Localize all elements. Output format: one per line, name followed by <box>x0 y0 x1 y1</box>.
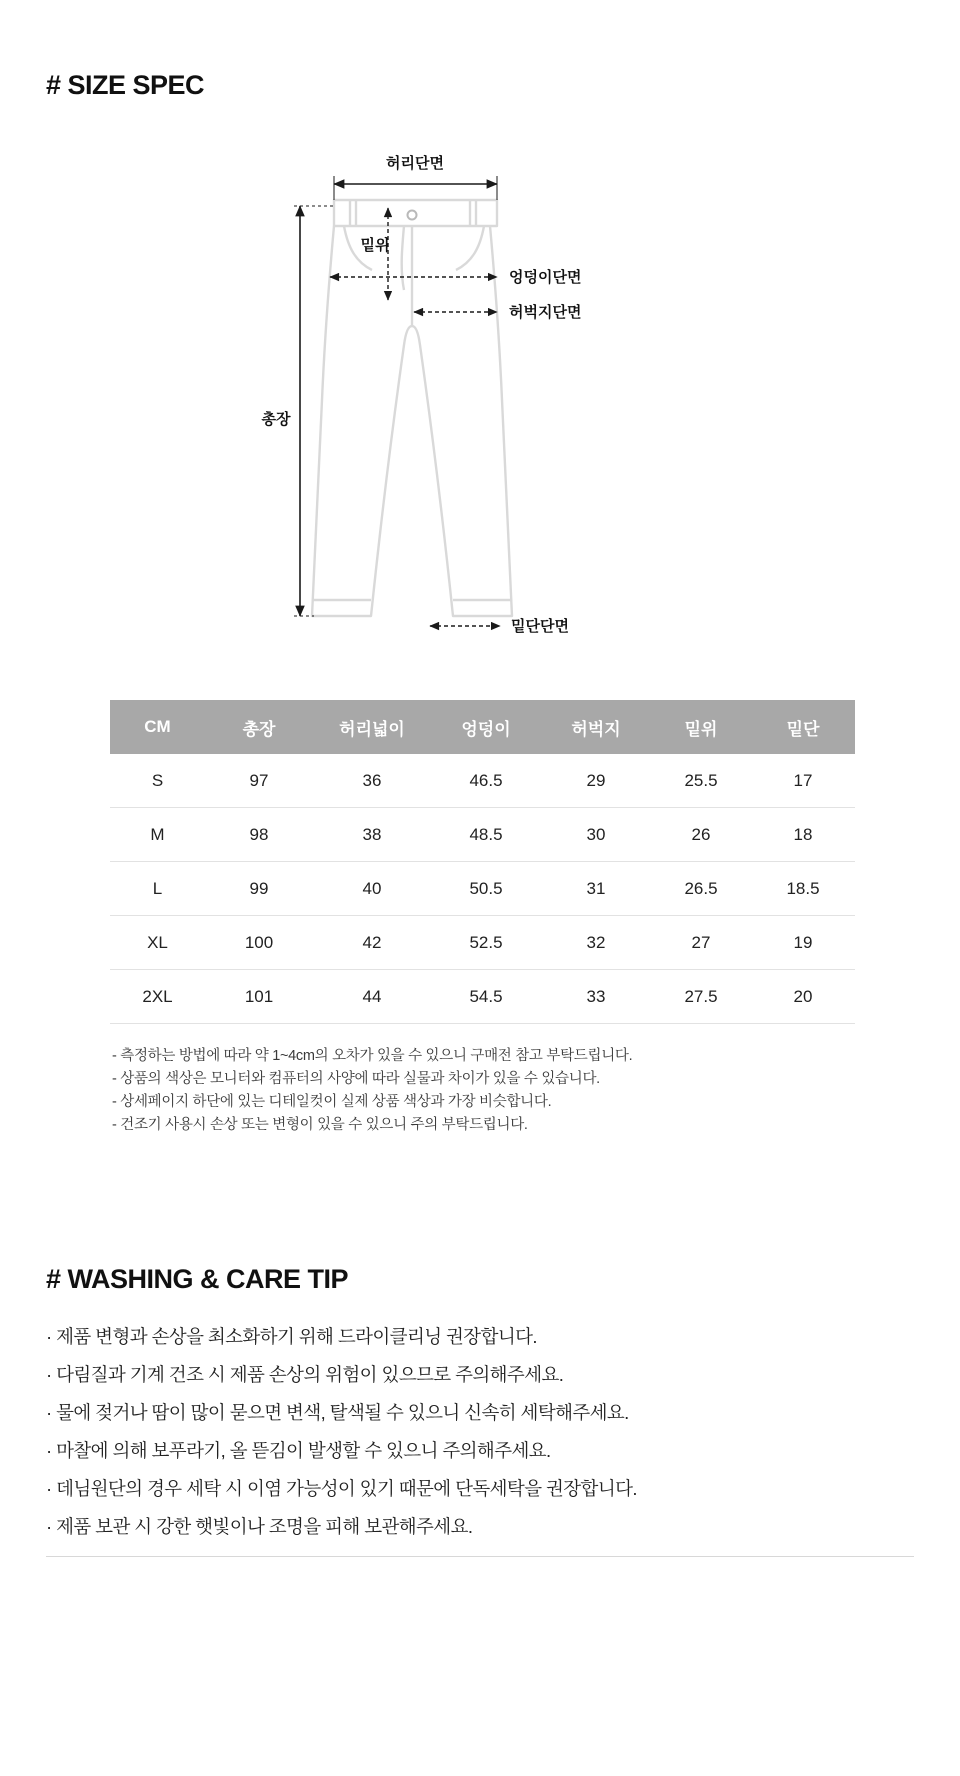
table-header-cell: 밑단 <box>751 700 855 754</box>
label-thigh: 허벅지단면 <box>509 304 582 321</box>
bottom-divider <box>46 1556 914 1557</box>
label-waist: 허리단면 <box>386 155 444 172</box>
table-cell: 48.5 <box>431 808 541 862</box>
table-cell: 26.5 <box>651 862 751 916</box>
table-cell: L <box>110 862 205 916</box>
size-table-container <box>110 700 855 1024</box>
table-cell: 42 <box>313 916 431 970</box>
table-header-cell: 밑위 <box>651 700 751 754</box>
measurement-notes <box>112 1045 872 1137</box>
table-header-cell: 총장 <box>205 700 313 754</box>
table-cell: 44 <box>313 970 431 1024</box>
table-cell: 33 <box>541 970 651 1024</box>
table-cell: 17 <box>751 754 855 808</box>
table-cell: XL <box>110 916 205 970</box>
table-cell: 36 <box>313 754 431 808</box>
table-cell: 98 <box>205 808 313 862</box>
table-header-cell: CM <box>110 700 205 754</box>
table-cell: 27.5 <box>651 970 751 1024</box>
care-tip-item: · 제품 변형과 손상을 최소화하기 위해 드라이클리닝 권장합니다. <box>46 1326 537 1347</box>
table-header-cell: 허리넓이 <box>313 700 431 754</box>
table-row <box>110 916 855 970</box>
table-header-row <box>110 700 855 754</box>
table-cell: 18.5 <box>751 862 855 916</box>
label-rise: 밑위 <box>360 237 390 254</box>
button-detail-icon <box>408 211 417 220</box>
table-cell: 100 <box>205 916 313 970</box>
table-cell: 20 <box>751 970 855 1024</box>
table-row <box>110 808 855 862</box>
care-tip-list <box>46 1318 926 1546</box>
note-line: - 건조기 사용시 손상 또는 변형이 있을 수 있으니 주의 부탁드립니다. <box>112 1117 528 1133</box>
care-tip-item: · 제품 보관 시 강한 햇빛이나 조명을 피해 보관해주세요. <box>46 1516 473 1537</box>
label-hem: 밑단단면 <box>511 618 569 635</box>
label-hip: 엉덩이단면 <box>509 269 582 286</box>
table-cell: 38 <box>313 808 431 862</box>
table-cell: 27 <box>651 916 751 970</box>
table-cell: 25.5 <box>651 754 751 808</box>
table-cell: 50.5 <box>431 862 541 916</box>
washing-care-heading: # WASHING & CARE TIP <box>46 1264 349 1294</box>
table-row <box>110 862 855 916</box>
pants-measurement-diagram <box>0 130 960 660</box>
table-cell: 19 <box>751 916 855 970</box>
care-tip-item: · 마찰에 의해 보푸라기, 올 뜯김이 발생할 수 있으니 주의해주세요. <box>46 1440 551 1461</box>
care-tip-item: · 다림질과 기계 건조 시 제품 손상의 위험이 있으므로 주의해주세요. <box>46 1364 564 1385</box>
note-line: - 측정하는 방법에 따라 약 1~4cm의 오차가 있을 수 있으니 구매전 참고 부탁드립니다. <box>112 1048 633 1064</box>
care-tip-item: · 물에 젖거나 땀이 많이 묻으면 변색, 탈색될 수 있으니 신속히 세탁해주세요. <box>46 1402 629 1423</box>
table-cell: S <box>110 754 205 808</box>
size-spec-heading: # SIZE SPEC <box>46 70 205 100</box>
pants-outline <box>312 200 512 616</box>
note-line: - 상세페이지 하단에 있는 디테일컷이 실제 상품 색상과 가장 비슷합니다. <box>112 1094 552 1110</box>
table-cell: 31 <box>541 862 651 916</box>
table-row <box>110 970 855 1024</box>
table-cell: 2XL <box>110 970 205 1024</box>
table-cell: M <box>110 808 205 862</box>
table-cell: 32 <box>541 916 651 970</box>
care-tip-item: · 데님원단의 경우 세탁 시 이염 가능성이 있기 때문에 단독세탁을 권장합니다. <box>46 1478 637 1499</box>
table-cell: 54.5 <box>431 970 541 1024</box>
size-spec-table <box>110 700 855 1024</box>
table-cell: 29 <box>541 754 651 808</box>
table-header-cell: 허벅지 <box>541 700 651 754</box>
table-cell: 46.5 <box>431 754 541 808</box>
note-line: - 상품의 색상은 모니터와 컴퓨터의 사양에 따라 실물과 차이가 있을 수 있습니다. <box>112 1071 600 1087</box>
table-header-cell: 엉덩이 <box>431 700 541 754</box>
table-cell: 40 <box>313 862 431 916</box>
table-cell: 97 <box>205 754 313 808</box>
table-cell: 30 <box>541 808 651 862</box>
table-row <box>110 754 855 808</box>
label-total-length: 총장 <box>261 411 291 428</box>
table-cell: 18 <box>751 808 855 862</box>
table-cell: 101 <box>205 970 313 1024</box>
table-cell: 26 <box>651 808 751 862</box>
table-cell: 99 <box>205 862 313 916</box>
table-cell: 52.5 <box>431 916 541 970</box>
